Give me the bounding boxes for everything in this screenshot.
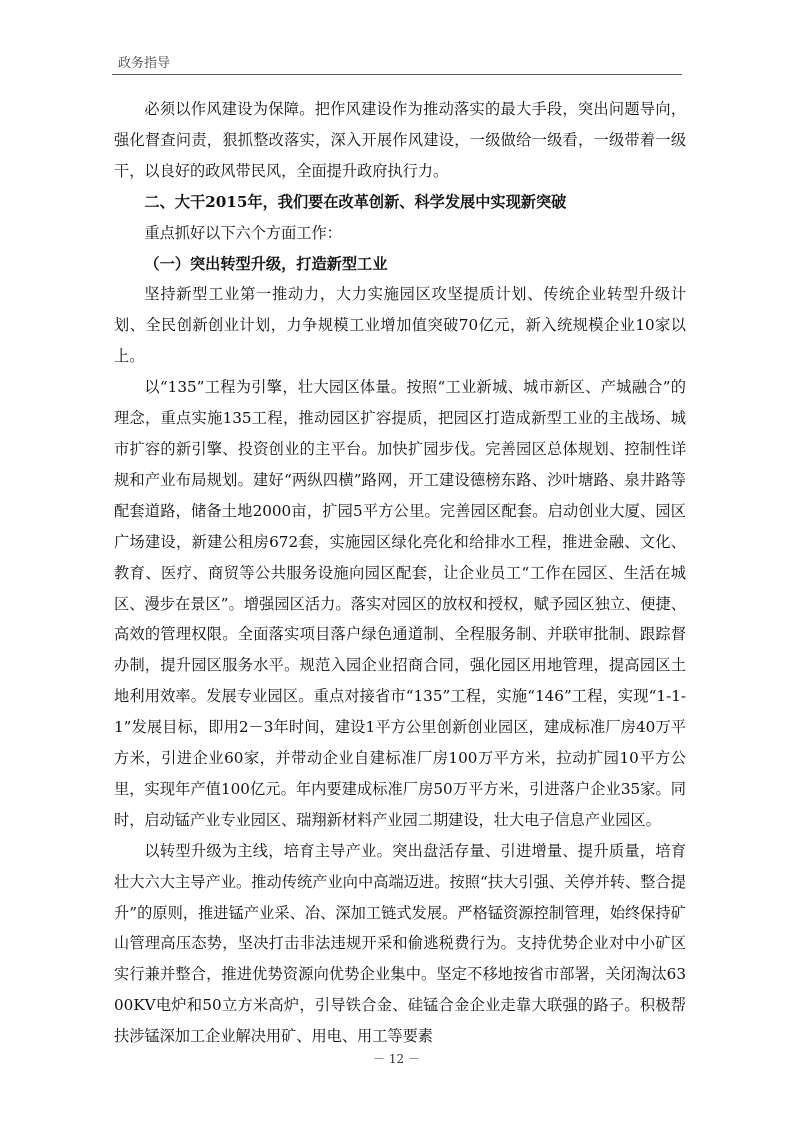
page-number: － 12 － xyxy=(373,1052,420,1066)
paragraph-intro: 重点抓好以下六个方面工作： xyxy=(144,223,342,242)
paragraph-industry-drive: 坚持新型工业第一推动力，大力实施园区攻坚提质计划、传统企业转型升级计划、全民创新创业计划，力争规模工业增加值突破70亿元，新入统规模企业10家以上。 xyxy=(114,285,686,366)
subsection-heading-1: （一）突出转型升级，打造新型工业 xyxy=(144,254,388,273)
header-divider xyxy=(112,74,682,75)
paragraph-135-project: 以“135”工程为引擎，壮大园区体量。按照“工业新城、城市新区、产城融合”的理念，重点实施135工程，推动园区扩容提质，把园区打造成新型工业的主战场、城市扩容的新引擎、投资创业的主平台。加快扩园步伐。完善园区总体规划、控制性详规和产业布局规划。建好“两纵四横”路网，开工建设德榜东路、沙叶塘路、泉井路等配套道路，储备土地2000亩，扩园5平方公里。完善园区配套。启动创业大厦、园区广场建设，新建公租房672套，实施园区绿化亮化和给排水工程，推进金融、文化、教育、医疗、商贸等公共服务设施向园区配套，让企业员工“工作在园区、生活在城区、漫步在景区”。增强园区活力。落实对园区的放权和授权，赋予园区独立、便捷、高效的管理权限。全面落实项目落户绿色通道制、全程服务制、并联审批制、跟踪督办制，提升园区服务水平。规范入园企业招商合同，强化园区用地管理，提高园区土地利用效率。发展专业园区。重点对接省市“135”工程，实施“146”工程，实现“1-1-1”发展目标，即用2－3年时间，建设1平方公里创新创业园区，建成标准厂房40万平方米，引进企业60家，并带动企业自建标准厂房100万平方米，拉动扩园10平方公里，实现年产值100亿元。年内要建成标准厂房50万平方米，引进落户企业35家。同时，启动锰产业专业园区、瑞翔新材料产业园二期建设，壮大电子信息产业园区。 xyxy=(114,378,686,829)
section-heading-2: 二、大干2015年，我们要在改革创新、科学发展中实现新突破 xyxy=(144,192,567,211)
paragraph-transformation: 以转型升级为主线，培育主导产业。突出盘活存量、引进增量、提升质量，培育壮大六大主导产业。推动传统产业向中高端迈进。按照“扶大引强、关停并转、整合提升”的原则，推进锰产业采、冶、深加工链式发展。严格锰资源控制管理，始终保持矿山管理高压态势，坚决打击非法违规开采和偷逃税费行为。支持优势企业对中小矿区实行兼并整合，推进优势资源向优势企业集中。坚定不移地按省市部署，关闭淘汰6300KV电炉和50立方米高炉，引导铁合金、硅锰合金企业走靠大联强的路子。积极帮扶涉锰深加工企业解决用矿、用电、用工等要素 xyxy=(114,841,686,1046)
page-header-label: 政务指导 xyxy=(118,56,171,71)
page-body xyxy=(114,94,686,1052)
paragraph-work-style: 必须以作风建设为保障。把作风建设作为推动落实的最大手段，突出问题导向，强化督查问责，狠抓整改落实，深入开展作风建设，一级做给一级看，一级带着一级干，以良好的政风带民风，全面提升政府执行力。 xyxy=(114,100,686,180)
